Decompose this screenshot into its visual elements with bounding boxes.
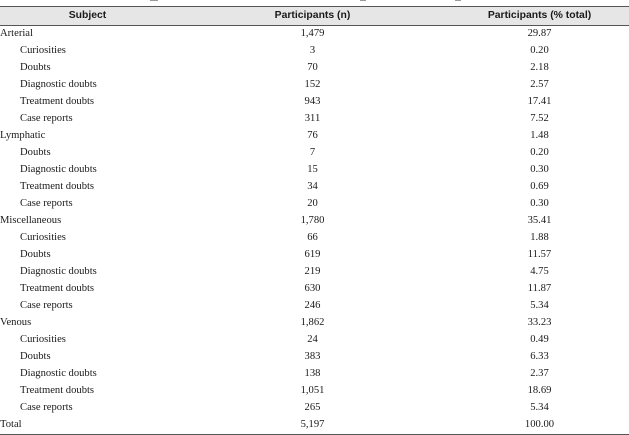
cell-subject: Case reports <box>20 198 73 210</box>
cell-subject: Diagnostic doubts <box>20 79 97 91</box>
table-row <box>0 111 629 128</box>
cell-participants-percent: 5.34 <box>530 402 549 414</box>
cell-subject: Curiosities <box>20 334 66 346</box>
cell-subject: Curiosities <box>20 45 66 57</box>
cell-subject: Curiosities <box>20 232 66 244</box>
table-row <box>0 60 629 77</box>
cell-participants-percent: 0.69 <box>530 181 549 193</box>
cell-subject: Arterial <box>0 28 33 40</box>
caption-remnant <box>0 0 629 2</box>
table-body <box>0 26 629 435</box>
table-row <box>0 281 629 298</box>
cell-subject: Treatment doubts <box>20 96 95 108</box>
cell-participants-percent: 18.69 <box>527 385 552 397</box>
cell-participants-percent: 0.20 <box>530 45 549 57</box>
cell-subject: Doubts <box>20 147 51 159</box>
cell-participants-percent: 7.52 <box>530 113 549 125</box>
cell-participants-percent: 29.87 <box>527 28 552 40</box>
cell-subject: Case reports <box>20 113 73 125</box>
cell-participants-percent: 0.30 <box>530 164 549 176</box>
cell-participants-percent: 0.49 <box>530 334 549 346</box>
cell-participants-percent: 0.20 <box>530 147 549 159</box>
table-row <box>0 26 629 44</box>
cell-subject: Diagnostic doubts <box>20 266 97 278</box>
cell-subject: Doubts <box>20 62 51 74</box>
cell-participants-n: 5,197 <box>175 417 450 435</box>
cell-participants-n: 1,780 <box>300 215 325 227</box>
cell-participants-n: 3 <box>309 45 316 57</box>
cell-participants-percent: 1.88 <box>530 232 549 244</box>
cell-subject: Treatment doubts <box>20 283 95 295</box>
table-row <box>0 366 629 383</box>
table-row <box>0 43 629 60</box>
cell-subject: Total <box>0 417 175 435</box>
cell-participants-n: 1,862 <box>300 317 325 329</box>
table-row <box>0 417 629 435</box>
table-row <box>0 400 629 417</box>
cell-participants-n: 76 <box>307 130 318 142</box>
cell-participants-n: 15 <box>307 164 318 176</box>
cell-subject: Treatment doubts <box>20 385 95 397</box>
cell-participants-percent: 1.48 <box>530 130 549 142</box>
header-row <box>0 7 629 26</box>
cell-participants-percent: 2.37 <box>530 368 549 380</box>
cell-participants-n: 152 <box>304 79 321 91</box>
cell-participants-n: 619 <box>304 249 321 261</box>
cell-subject: Treatment doubts <box>20 181 95 193</box>
cell-participants-percent: 17.41 <box>527 96 552 108</box>
cell-participants-percent: 35.41 <box>527 215 552 227</box>
table-header <box>0 7 629 26</box>
cell-subject: Case reports <box>20 300 73 312</box>
table-row <box>0 332 629 349</box>
cell-participants-n: 943 <box>304 96 321 108</box>
cell-subject: Doubts <box>20 351 51 363</box>
table-row <box>0 230 629 247</box>
column-header-participants-n: Participants (n) <box>175 7 450 26</box>
table-row <box>0 264 629 281</box>
cell-participants-n: 34 <box>307 181 318 193</box>
table-row <box>0 77 629 94</box>
cell-participants-percent: 5.34 <box>530 300 549 312</box>
cell-participants-n: 24 <box>307 334 318 346</box>
cell-subject: Diagnostic doubts <box>20 164 97 176</box>
cell-subject: Doubts <box>20 249 51 261</box>
cell-subject: Miscellaneous <box>0 215 62 227</box>
table-row <box>0 349 629 366</box>
cell-participants-percent: 11.57 <box>527 249 552 261</box>
cell-participants-percent: 100.00 <box>450 417 629 435</box>
cell-participants-n: 630 <box>304 283 321 295</box>
cell-participants-percent: 0.30 <box>530 198 549 210</box>
table-row <box>0 298 629 315</box>
table-row <box>0 247 629 264</box>
cell-participants-n: 20 <box>307 198 318 210</box>
cell-participants-n: 265 <box>304 402 321 414</box>
column-header-participants-percent: Participants (% total) <box>450 7 629 26</box>
cell-participants-n: 1,051 <box>300 385 325 397</box>
cell-participants-n: 383 <box>304 351 321 363</box>
participants-table <box>0 6 629 435</box>
cell-participants-n: 246 <box>304 300 321 312</box>
table-row <box>0 94 629 111</box>
cell-participants-n: 70 <box>307 62 318 74</box>
cell-participants-n: 1,479 <box>300 28 325 40</box>
cell-participants-n: 66 <box>307 232 318 244</box>
cell-participants-percent: 4.75 <box>530 266 549 278</box>
table-row <box>0 179 629 196</box>
cell-subject: Venous <box>0 317 32 329</box>
cell-participants-percent: 6.33 <box>530 351 549 363</box>
cell-participants-percent: 11.87 <box>527 283 552 295</box>
table-row <box>0 383 629 400</box>
cell-participants-percent: 2.57 <box>530 79 549 91</box>
cell-subject: Diagnostic doubts <box>20 368 97 380</box>
table-row <box>0 213 629 230</box>
cell-participants-percent: 2.18 <box>530 62 549 74</box>
cell-participants-n: 311 <box>304 113 321 125</box>
cell-participants-n: 7 <box>309 147 316 159</box>
cell-participants-n: 219 <box>304 266 321 278</box>
table-row <box>0 196 629 213</box>
table-row <box>0 162 629 179</box>
cell-subject: Lymphatic <box>0 130 46 142</box>
cell-participants-percent: 33.23 <box>527 317 552 329</box>
table-row <box>0 315 629 332</box>
cell-subject: Case reports <box>20 402 73 414</box>
table-row <box>0 128 629 145</box>
column-header-subject: Subject <box>0 7 175 26</box>
table-row <box>0 145 629 162</box>
cell-participants-n: 138 <box>304 368 321 380</box>
